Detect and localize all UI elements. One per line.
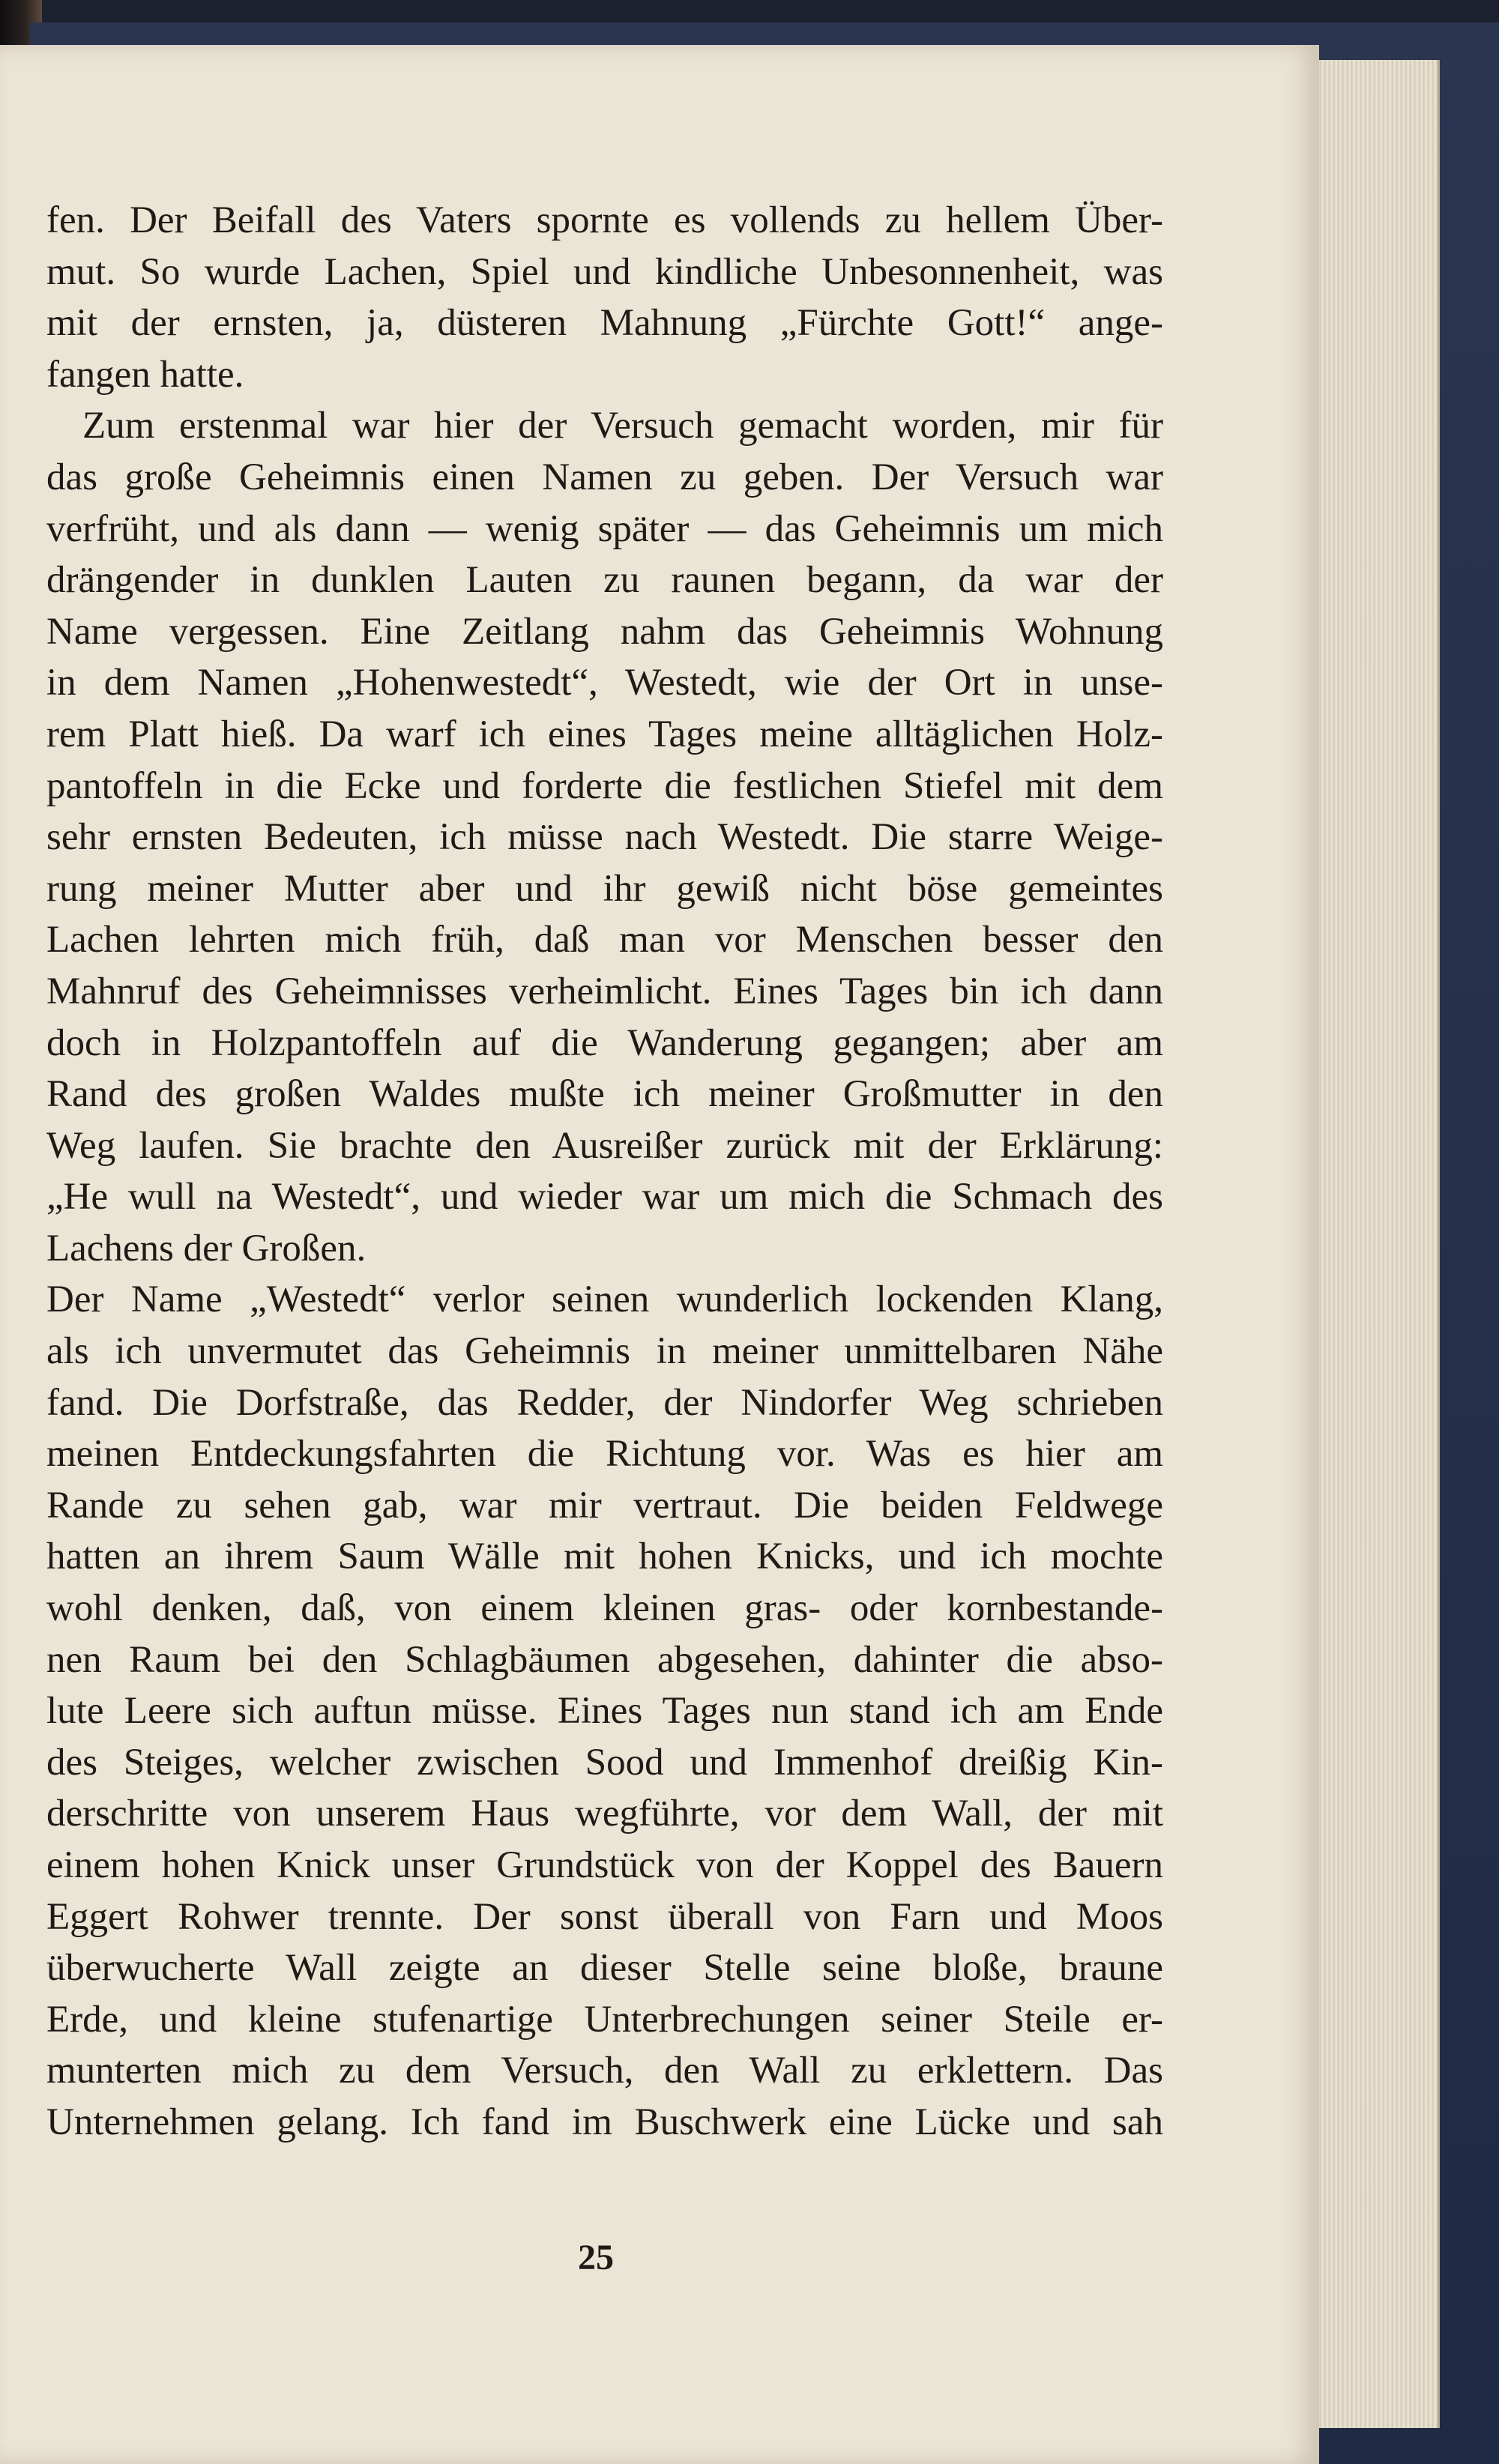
text-line: verfrüht, und als dann — wenig später — das Geheimnis um mich <box>46 507 1163 550</box>
text-line: pantoffeln in die Ecke und forderte die festlichen Stiefel mit dem <box>46 764 1163 807</box>
text-line: drängender in dunklen Lauten zu raunen begann, da war der <box>46 559 1163 602</box>
text-line: Name vergessen. Eine Zeitlang nahm das Geheimnis Wohnung <box>46 610 1163 653</box>
text-line: Eggert Rohwer trennte. Der sonst überall von Farn und Moos <box>46 1895 1163 1938</box>
text-line: Mahnruf des Geheimnisses verheimlicht. Eines Tages bin ich dann <box>46 970 1163 1012</box>
text-line: „He wull na Westedt“, und wieder war um mich die Schmach des <box>46 1176 1163 1219</box>
text-line: rung meiner Mutter aber und ihr gewiß nicht böse gemeintes <box>46 867 1163 910</box>
text-line: sehr ernsten Bedeuten, ich müsse nach Westedt. Die starre Weige- <box>46 816 1163 859</box>
text-line: nen Raum bei den Schlagbäumen abgesehen, dahinter die abso- <box>46 1638 1163 1681</box>
text-line: Rande zu sehen gab, war mir vertraut. Die beiden Feldwege <box>46 1484 1163 1527</box>
body-text <box>46 195 1163 2149</box>
text-line: Rand des großen Waldes mußte ich meiner Großmutter in den <box>46 1073 1163 1116</box>
text-line: fen. Der Beifall des Vaters spornte es vollends zu hellem Über- <box>46 199 1163 241</box>
book-page <box>0 45 1319 2464</box>
text-line: einem hohen Knick unser Grundstück von der Koppel des Bauern <box>46 1844 1163 1886</box>
text-line: das große Geheimnis einen Namen zu geben. Der Versuch war <box>46 456 1163 498</box>
text-line: Weg laufen. Sie brachte den Ausreißer zurück mit der Erklärung: <box>46 1124 1163 1167</box>
text-line: Zum erstenmal war hier der Versuch gemacht worden, mir für <box>82 405 1163 447</box>
text-line: in dem Namen „Hohenwestedt“, Westedt, wie der Ort in unse- <box>46 662 1163 704</box>
text-line: lute Leere sich auftun müsse. Eines Tages nun stand ich am Ende <box>46 1690 1163 1733</box>
text-line: derschritte von unserem Haus wegführte, vor dem Wall, der mit <box>46 1793 1163 1835</box>
text-line: mut. So wurde Lachen, Spiel und kindliche Unbesonnenheit, was <box>46 250 1163 293</box>
text-line: doch in Holzpantoffeln auf die Wanderung gegangen; aber am <box>46 1021 1163 1064</box>
paragraph-2 <box>46 400 1163 1274</box>
text-line: fand. Die Dorfstraße, das Redder, der Nindorfer Weg schrieben <box>46 1381 1163 1424</box>
text-line: munterten mich zu dem Versuch, den Wall zu erklettern. Das <box>46 2050 1163 2092</box>
text-line: überwucherte Wall zeigte an dieser Stelle seine bloße, braune <box>46 1947 1163 1990</box>
text-line: mit der ernsten, ja, düsteren Mahnung „Fürchte Gott!“ ange- <box>46 302 1163 345</box>
text-line: Lachen lehrten mich früh, daß man vor Menschen besser den <box>46 919 1163 961</box>
text-line: wohl denken, daß, von einem kleinen gras- oder kornbestande- <box>46 1587 1163 1630</box>
text-line: hatten an ihrem Saum Wälle mit hohen Knicks, und ich mochte <box>46 1536 1163 1578</box>
paragraph-3 <box>46 1274 1163 2148</box>
paragraph-1 <box>46 195 1163 400</box>
text-line: des Steiges, welcher zwischen Sood und Immenhof dreißig Kin- <box>46 1741 1163 1784</box>
text-line: Unternehmen gelang. Ich fand im Buschwerk eine Lücke und sah <box>46 2101 1163 2143</box>
page-edges <box>1303 60 1440 2428</box>
text-line: Lachens der Großen. <box>46 1227 367 1269</box>
text-line: als ich unvermutet das Geheimnis in meiner unmittelbaren Nähe <box>46 1330 1163 1373</box>
text-line: rem Platt hieß. Da warf ich eines Tages meine alltäglichen Holz- <box>46 713 1163 755</box>
text-line: Der Name „Westedt“ verlor seinen wunderlich lockenden Klang, <box>46 1278 1163 1321</box>
text-line: Erde, und kleine stufenartige Unterbrechungen seiner Steile er- <box>46 1998 1163 2041</box>
text-line: fangen hatte. <box>46 353 244 396</box>
text-line: meinen Entdeckungsfahrten die Richtung vor. Was es hier am <box>46 1433 1163 1476</box>
page-number: 25 <box>578 2238 614 2277</box>
